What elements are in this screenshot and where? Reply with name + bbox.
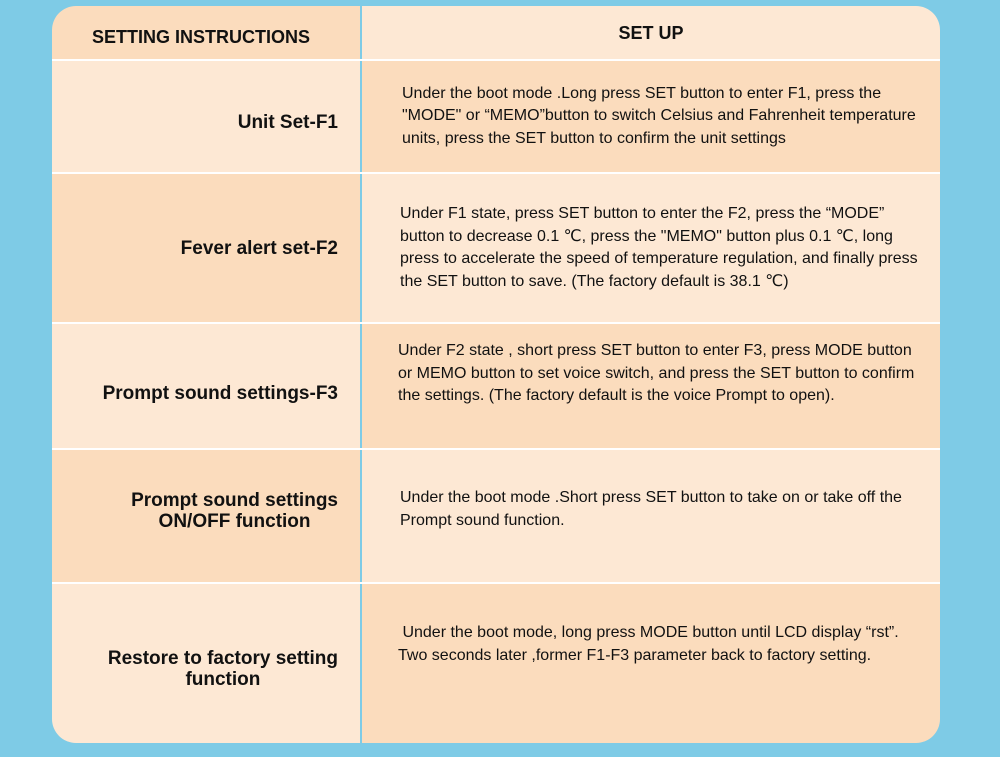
row-text-prompt-sound-f3: Under F2 state , short press SET button to enter F3, press MODE button or MEMO button to set voice switch, and press the SET button to confirm the settings. (The factory default is the voice Prompt to open). [362, 324, 940, 448]
row-title-line: ON/OFF function [158, 511, 311, 532]
row-text-restore-factory: Under the boot mode, long press MODE button until LCD display “rst”. Two seconds later ,former F1-F3 parameter back to factory setting. [362, 584, 940, 743]
table-header [52, 6, 940, 59]
row-text-prompt-sound-onoff: Under the boot mode .Short press SET button to take on or take off the Prompt sound function. [362, 450, 940, 582]
row-text-unit-set-f1: Under the boot mode .Long press SET button to enter F1, press the "MODE" or “MEMO”button to switch Celsius and Fahrenheit temperature units, press the SET button to confirm the unit settings [362, 61, 940, 172]
row-title-unit-set-f1: Unit Set-F1 [52, 61, 360, 172]
table-row [52, 61, 940, 172]
table-row [52, 584, 940, 743]
header-setting-instructions: SETTING INSTRUCTIONS [52, 6, 360, 59]
table-row [52, 450, 940, 582]
row-title-prompt-sound-f3: Prompt sound settings-F3 [52, 324, 360, 448]
row-title-prompt-sound-onoff [52, 450, 360, 582]
row-title-line: function [185, 668, 261, 690]
header-set-up: SET UP [362, 6, 940, 59]
settings-table [52, 6, 940, 743]
row-title-line: Prompt sound settings [131, 490, 338, 511]
row-title-line: Restore to factory setting [107, 647, 338, 669]
row-title-restore-factory [52, 584, 360, 743]
table-row [52, 324, 940, 448]
row-title-fever-alert-f2: Fever alert set-F2 [52, 174, 360, 322]
row-text-fever-alert-f2: Under F1 state, press SET button to enter the F2, press the “MODE” button to decrease 0.1 ℃, press the "MEMO" button plus 0.1 ℃, long press to accelerate the speed of temperature regulation, and finally press the SET button to save. (The factory default is 38.1 ℃) [362, 174, 940, 322]
table-row [52, 174, 940, 322]
